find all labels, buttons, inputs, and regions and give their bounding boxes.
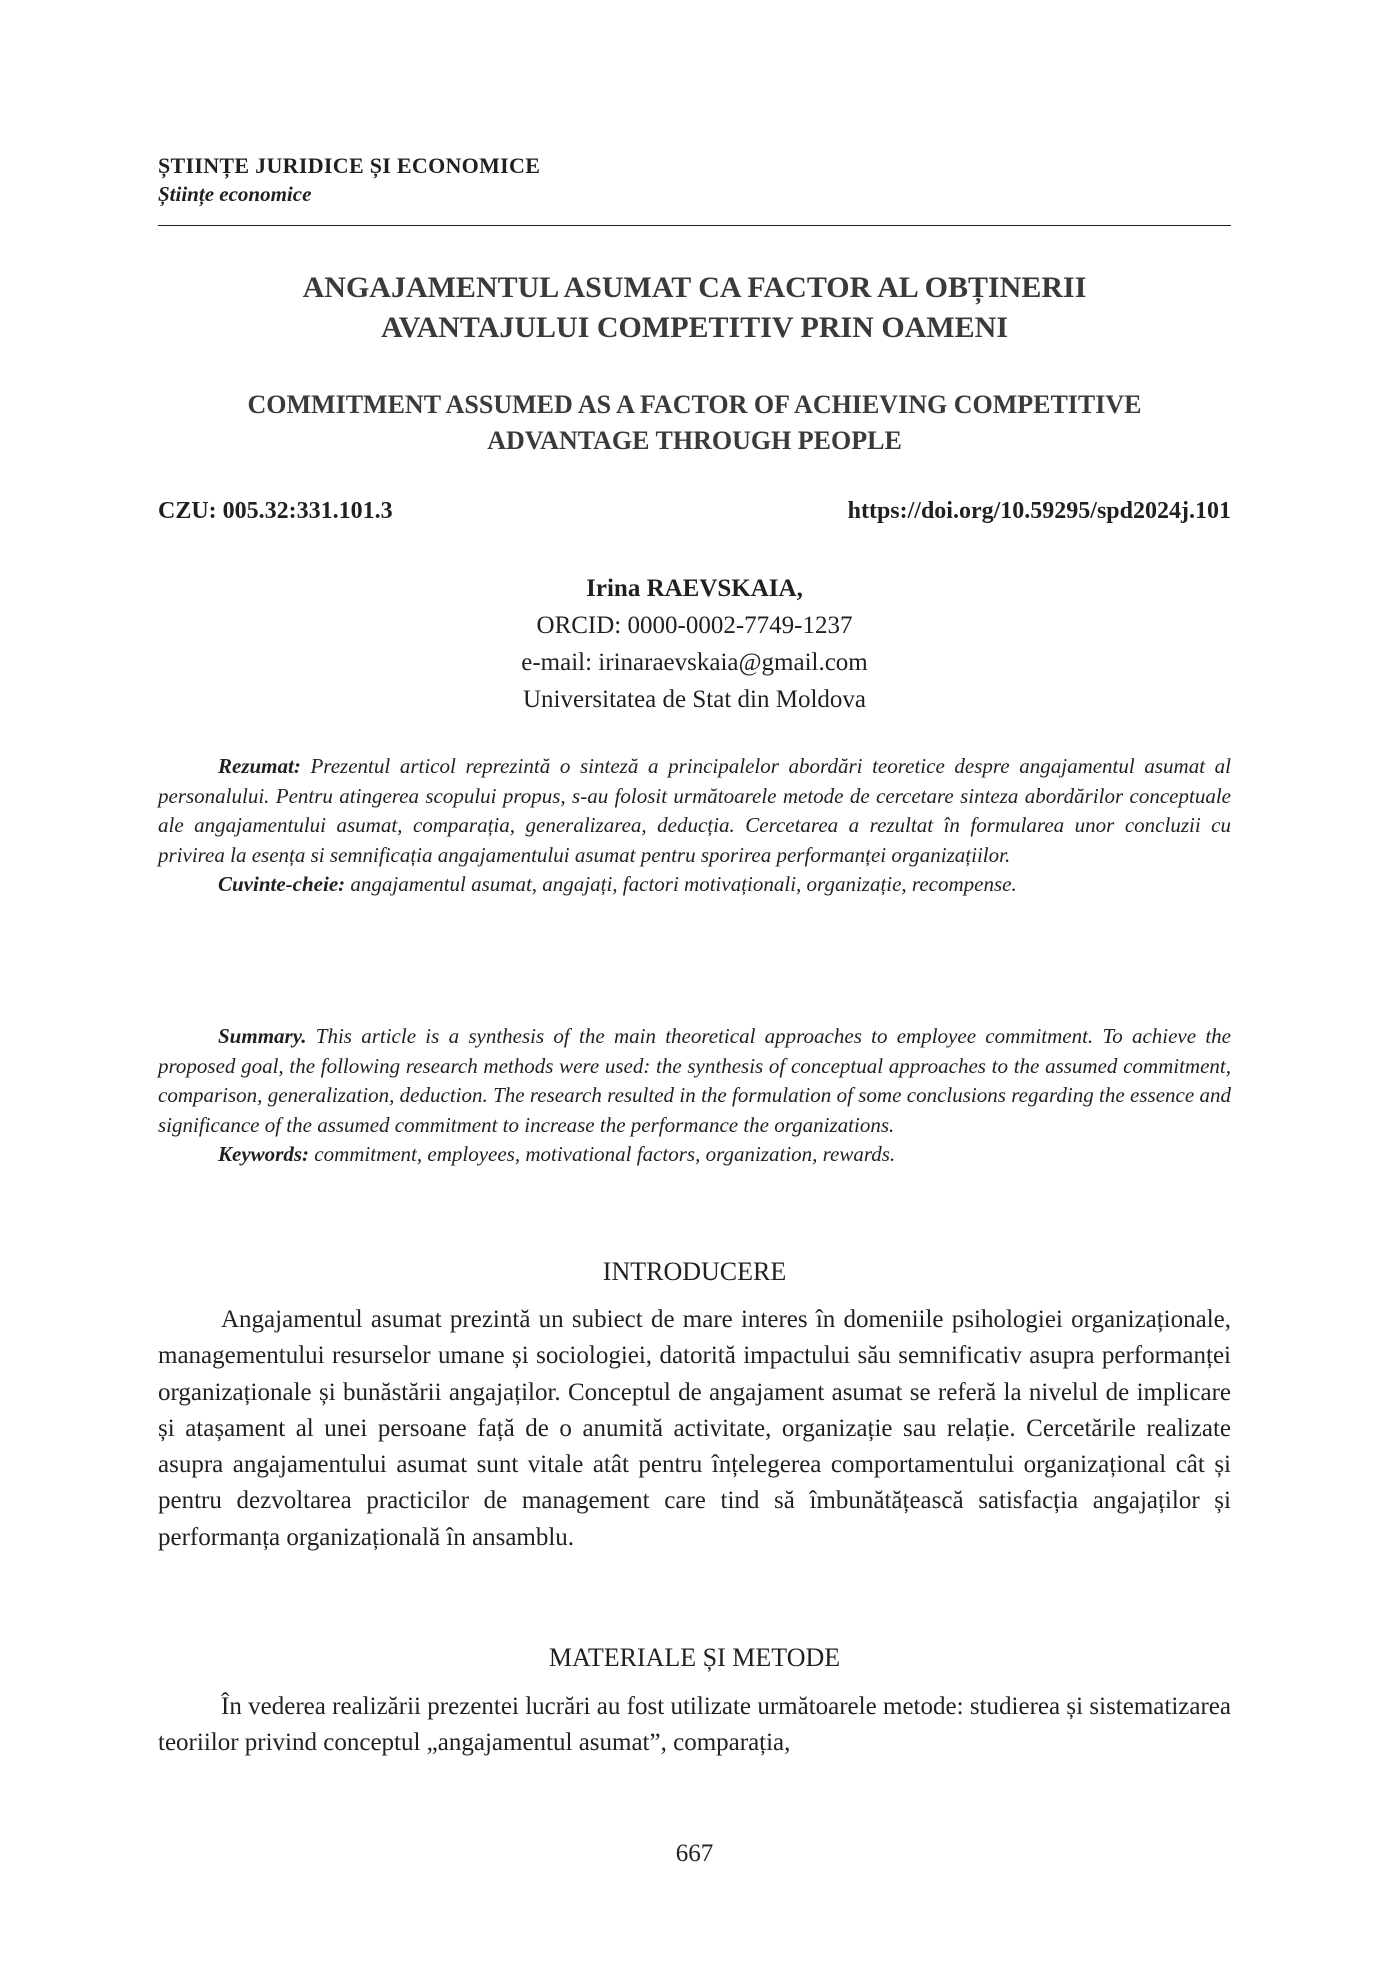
czu-code: CZU: 005.32:331.101.3: [158, 498, 393, 524]
keywords-en-paragraph: [158, 1140, 1231, 1170]
introduction-body: [158, 1302, 1231, 1556]
author-block: [158, 570, 1231, 718]
keywords-ro-label: Cuvinte-cheie:: [218, 872, 346, 896]
author-orcid: ORCID: 0000-0002-7749-1237: [536, 612, 853, 639]
identifier-row: [158, 498, 1231, 532]
author-email[interactable]: e-mail: irinaraevskaia@gmail.com: [521, 649, 868, 676]
introduction-heading: INTRODUCERE: [602, 1257, 787, 1286]
title-en-line-1: COMMITMENT ASSUMED AS A FACTOR OF ACHIEVING COMPETITIVE: [247, 390, 1142, 419]
materials-heading: MATERIALE ȘI METODE: [548, 1643, 841, 1672]
keywords-en-text: commitment, employees, motivational factors, organization, rewards.: [314, 1142, 896, 1166]
abstract-en-label: Summary.: [218, 1024, 307, 1048]
keywords-ro-text: angajamentul asumat, angajați, factori motivaționali, organizație, recompense.: [350, 872, 1017, 896]
keywords-en-label: Keywords:: [218, 1142, 309, 1166]
abstract-ro-paragraph: [158, 752, 1231, 870]
abstract-en-paragraph: [158, 1022, 1231, 1140]
journal-section: ȘTIINȚE JURIDICE ȘI ECONOMICE: [158, 153, 541, 178]
introduction-paragraph: Angajamentul asumat prezintă un subiect de mare interes în domeniile psihologiei organizaționale, managementului resurselor umane și sociologiei, datorită impactului său semnificativ asupra performanței organizaționale și bunăstării angajaților. Conceptul de angajament asumat se referă la nivelul de implicare și atașament al unei persoane față de o anumită activitate, organizație sau relație. Cercetările realizate asupra angajamentului asumat sunt vitale atât pentru înțelegerea comportamentului organizațional cât și pentru dezvoltarea practicilor de management care tind să îmbunătățească satisfacția angajaților și performanța organizațională în ansamblu.: [158, 1306, 1231, 1551]
abstract-ro-label: Rezumat:: [218, 754, 301, 778]
page-number: 667: [675, 1840, 714, 1867]
title-ro-line-1: ANGAJAMENTUL ASUMAT CA FACTOR AL OBȚINERII: [302, 271, 1087, 304]
title-ro-line-2: AVANTAJULUI COMPETITIV PRIN OAMENI: [380, 311, 1009, 344]
author-affiliation: Universitatea de Stat din Moldova: [523, 686, 866, 713]
journal-subsection: Științe economice: [158, 182, 312, 206]
running-header: [158, 152, 1231, 208]
materials-paragraph: În vederea realizării prezentei lucrări au fost utilizate următoarele metode: studierea și sistematizarea teoriilor privind conceptul „angajamentul asumat”, comparația,: [158, 1693, 1231, 1757]
abstract-english: [158, 1022, 1231, 1170]
title-en-line-2: ADVANTAGE THROUGH PEOPLE: [487, 426, 902, 455]
title-romanian: [158, 268, 1231, 348]
abstract-ro-text: Prezentul articol reprezintă o sinteză a principalelor abordări teoretice despre angajamentul asumat al personalului. Pentru atingerea scopului propus, s-au folosit următoarele metode de cercetare sinteza abordărilor conceptuale ale angajamentului asumat, comparația, generalizarea, deducția. Cercetarea a rezultat în formularea unor concluzii cu privirea la esența si semnificația angajamentului asumat pentru sporirea performanței organizațiilor.: [158, 754, 1231, 867]
materials-body: [158, 1689, 1231, 1762]
doi-link[interactable]: https://doi.org/10.59295/spd2024j.101: [847, 498, 1231, 524]
abstract-romanian: [158, 752, 1231, 900]
abstract-en-text: This article is a synthesis of the main theoretical approaches to employee commitment. To achieve the proposed goal, the following research methods were used: the synthesis of conceptual approaches to the assumed commitment, comparison, generalization, deduction. The research resulted in the formulation of some conclusions regarding the essence and significance of the assumed commitment to increase the performance the organizations.: [158, 1024, 1231, 1137]
title-english: [158, 387, 1231, 459]
author-name: Irina RAEVSKAIA,: [586, 575, 803, 602]
keywords-ro-paragraph: [158, 870, 1231, 900]
header-rule: [158, 225, 1231, 226]
